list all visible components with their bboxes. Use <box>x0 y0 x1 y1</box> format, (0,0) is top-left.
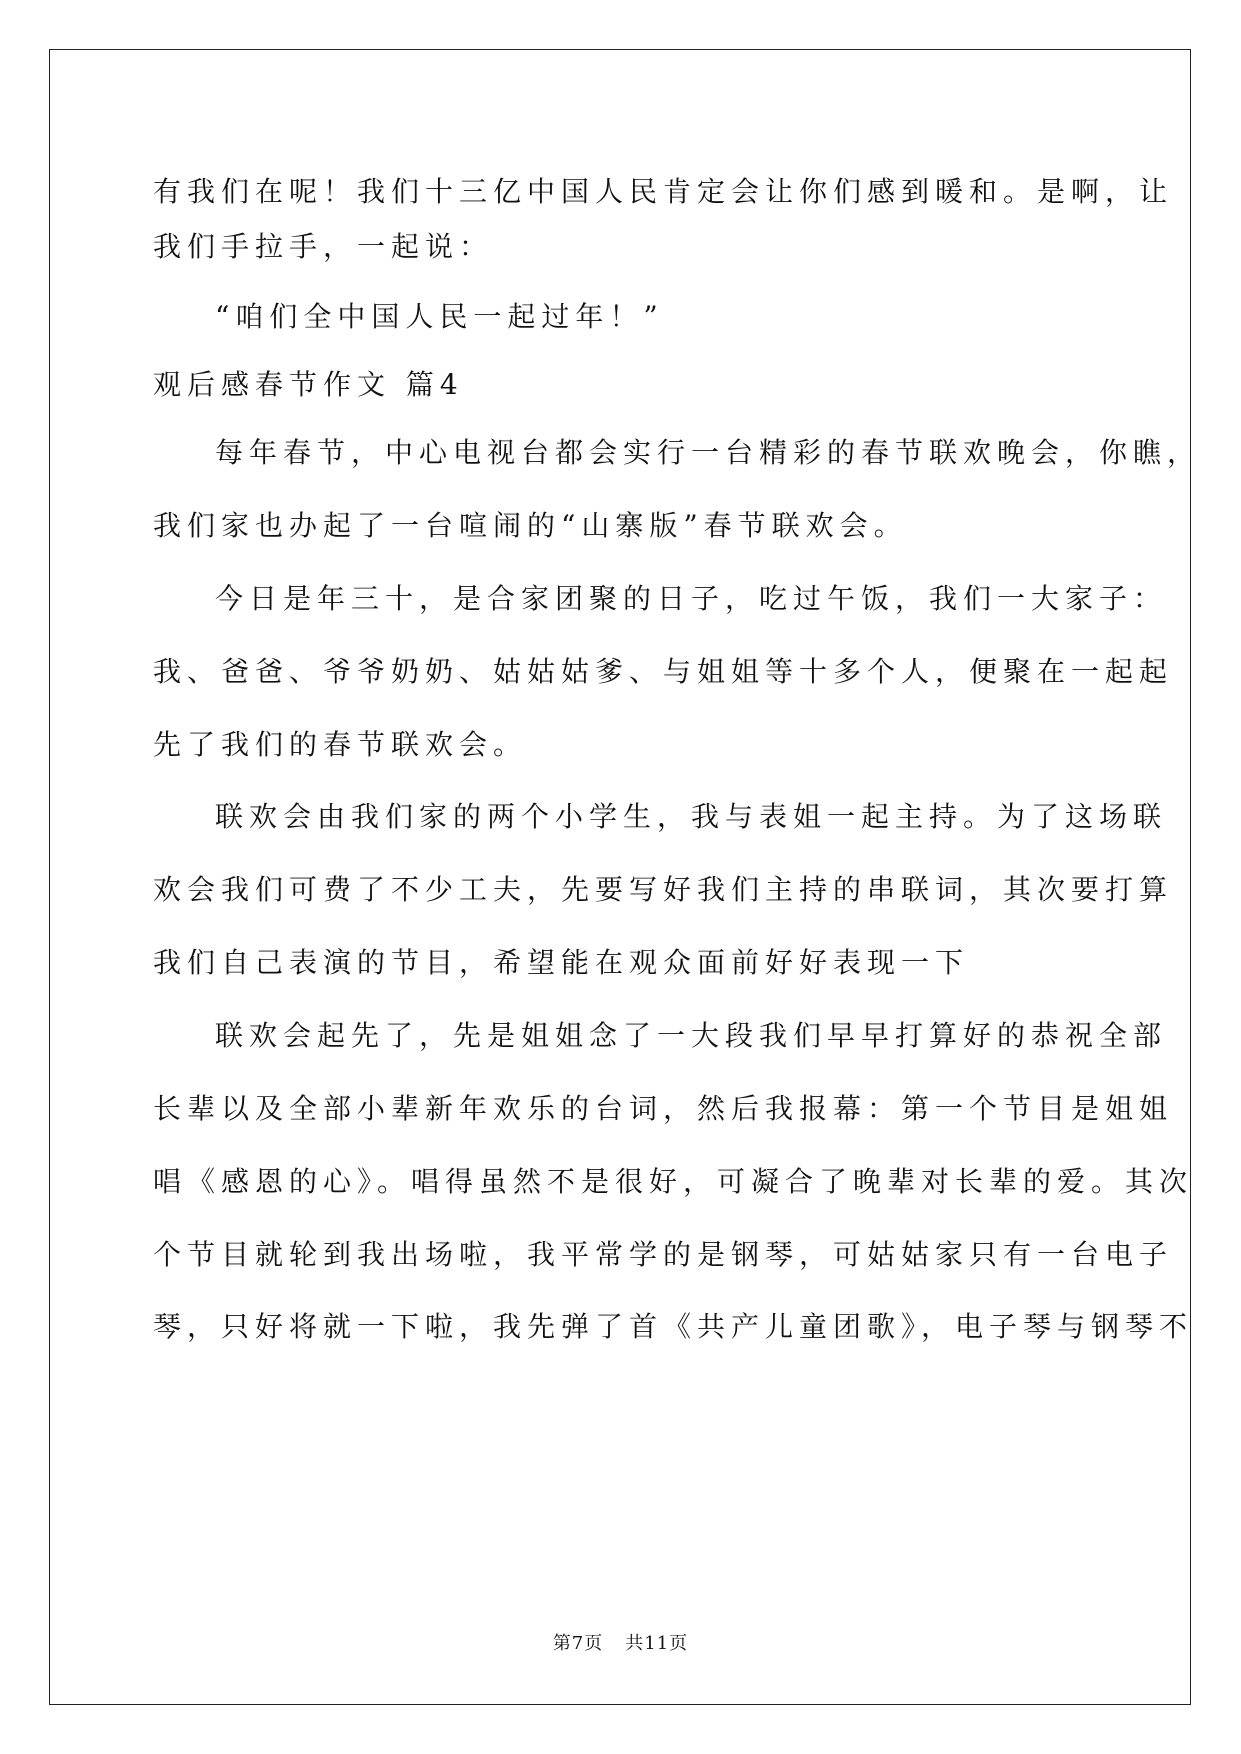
text-line: 有我们在呢！我们十三亿中国人民肯定会让你们感到暖和。是啊，让 <box>153 175 1174 208</box>
text-line: 每年春节，中心电视台都会实行一台精彩的春节联欢晚会，你瞧， <box>215 436 1202 469</box>
text-line: 个节目就轮到我出场啦，我平常学的是钢琴，可姑姑家只有一台电子 <box>153 1238 1174 1271</box>
text-line: 欢会我们可费了不少工夫，先要写好我们主持的串联词，其次要打算 <box>153 873 1174 906</box>
text-line: 长辈以及全部小辈新年欢乐的台词，然后我报幕：第一个节目是姐姐 <box>153 1092 1174 1125</box>
text-line: 联欢会起先了，先是姐姐念了一大段我们早早打算好的恭祝全部 <box>215 1019 1168 1052</box>
page-total: 共11页 <box>625 1633 689 1654</box>
page-footer <box>0 1632 1241 1656</box>
text-line: 唱《感恩的心》。唱得虽然不是很好，可凝合了晚辈对长辈的爱。其次 <box>153 1165 1194 1198</box>
section-heading: 观后感春节作文 篇4 <box>153 368 464 401</box>
text-line: 我们家也办起了一台喧闹的“山寨版”春节联欢会。 <box>153 509 908 542</box>
page-number: 第7页 <box>552 1633 604 1654</box>
quote-line: “咱们全中国人民一起过年！” <box>215 300 664 333</box>
text-line: 今日是年三十，是合家团聚的日子，吃过午饭，我们一大家子： <box>215 582 1168 615</box>
text-line: 先了我们的春节联欢会。 <box>153 728 528 761</box>
text-line: 联欢会由我们家的两个小学生，我与表姐一起主持。为了这场联 <box>215 800 1168 833</box>
text-line: 琴，只好将就一下啦，我先弹了首《共产儿童团歌》，电子琴与钢琴不 <box>153 1310 1194 1343</box>
text-line: 我们手拉手，一起说： <box>153 230 494 263</box>
text-line: 我们自己表演的节目，希望能在观众面前好好表现一下 <box>153 946 970 979</box>
text-line: 我、爸爸、爷爷奶奶、姑姑姑爹、与姐姐等十多个人，便聚在一起起 <box>153 655 1174 688</box>
